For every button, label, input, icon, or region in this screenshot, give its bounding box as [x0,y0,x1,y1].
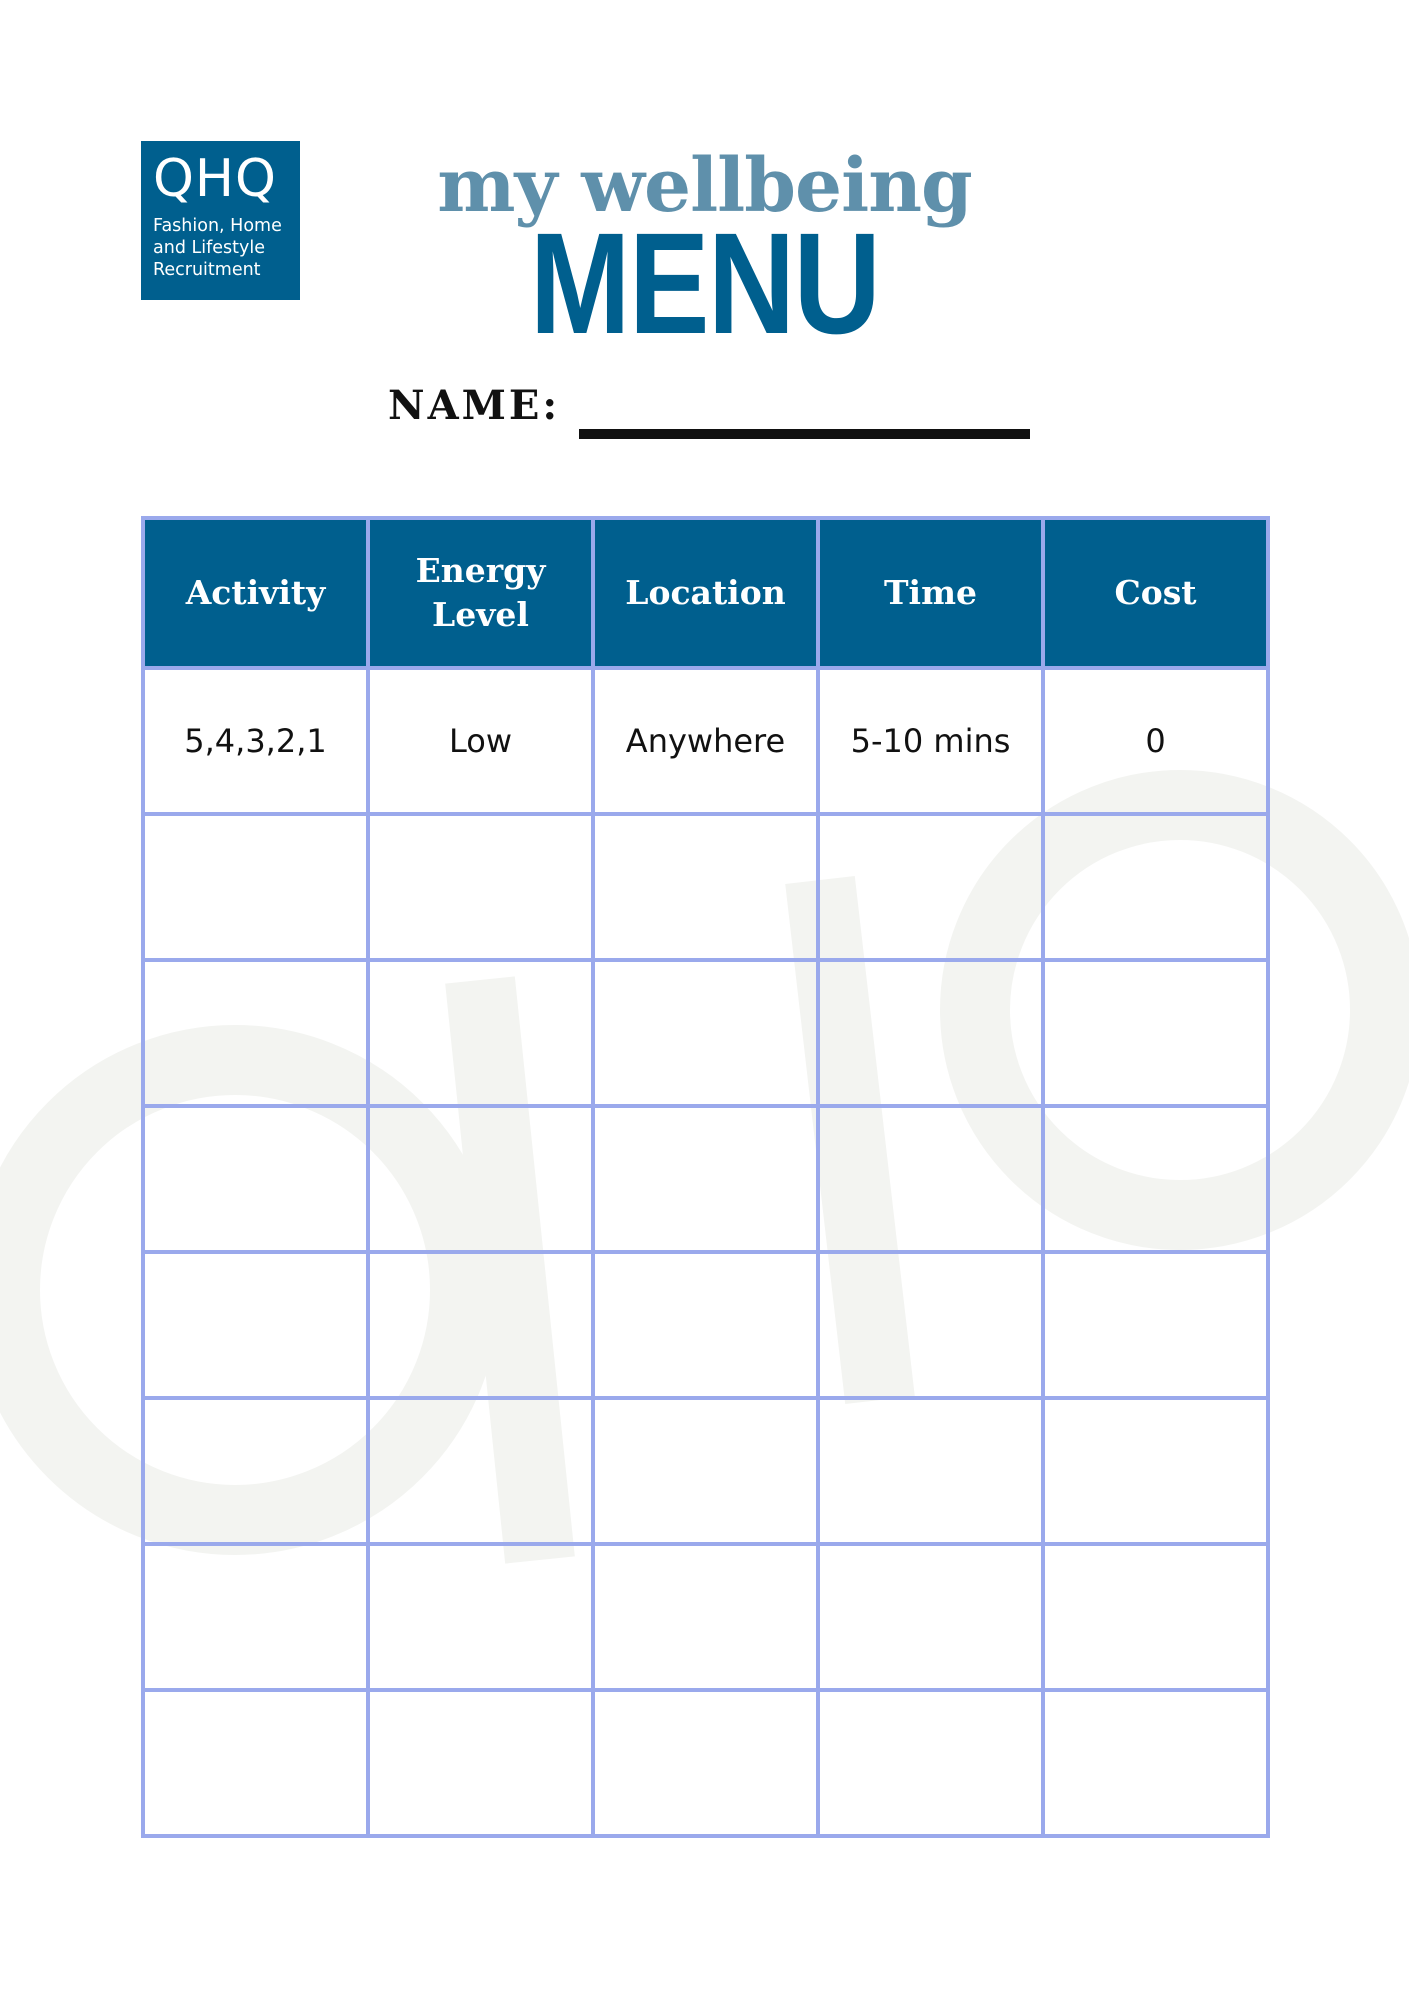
cell-activity[interactable] [143,1398,368,1544]
cell-time[interactable] [818,1398,1043,1544]
cell-activity[interactable] [143,1690,368,1836]
cell-time[interactable] [818,1252,1043,1398]
title-menu: MENU [529,203,880,364]
header-energy-level: Energy Level [368,518,593,668]
cell-cost[interactable] [1043,1106,1268,1252]
table-row [143,668,1268,814]
cell-time[interactable] [818,1690,1043,1836]
header-cost: Cost [1043,518,1268,668]
cell-time[interactable]: 5-10 mins [818,668,1043,814]
cell-time[interactable] [818,1106,1043,1252]
cell-activity[interactable] [143,960,368,1106]
logo-mark: QHQ [153,149,277,209]
title-my-wellbeing: my wellbeing [437,143,972,229]
cell-energy-level[interactable] [368,960,593,1106]
cell-location[interactable] [593,1398,818,1544]
table-row [143,1690,1268,1836]
cell-activity[interactable] [143,1106,368,1252]
cell-time[interactable] [818,960,1043,1106]
cell-location[interactable] [593,1690,818,1836]
cell-cost[interactable] [1043,1252,1268,1398]
cell-activity[interactable] [143,1544,368,1690]
cell-energy-level[interactable] [368,1106,593,1252]
cell-energy-level[interactable] [368,1690,593,1836]
table-row [143,1252,1268,1398]
header-location: Location [593,518,818,668]
cell-cost[interactable]: 0 [1043,668,1268,814]
cell-energy-level[interactable] [368,814,593,960]
cell-cost[interactable] [1043,1544,1268,1690]
cell-time[interactable] [818,814,1043,960]
cell-energy-level[interactable]: Low [368,668,593,814]
wellbeing-menu-table [141,516,1270,1838]
cell-location[interactable] [593,814,818,960]
header-time: Time [818,518,1043,668]
cell-time[interactable] [818,1544,1043,1690]
name-field-line[interactable] [579,429,1030,439]
cell-energy-level[interactable] [368,1544,593,1690]
cell-location[interactable] [593,1106,818,1252]
cell-location[interactable]: Anywhere [593,668,818,814]
name-label: NAME: [388,382,561,429]
cell-activity[interactable] [143,814,368,960]
cell-cost[interactable] [1043,1398,1268,1544]
cell-energy-level[interactable] [368,1252,593,1398]
cell-activity[interactable]: 5,4,3,2,1 [143,668,368,814]
table-row [143,1544,1268,1690]
header-activity: Activity [143,518,368,668]
logo-tagline: Fashion, Home and Lifestyle Recruitment [153,216,282,280]
cell-location[interactable] [593,960,818,1106]
cell-location[interactable] [593,1252,818,1398]
table-row [143,814,1268,960]
cell-activity[interactable] [143,1252,368,1398]
cell-cost[interactable] [1043,1690,1268,1836]
cell-energy-level[interactable] [368,1398,593,1544]
table-row [143,960,1268,1106]
table-header-row [143,518,1268,668]
table-row [143,1106,1268,1252]
cell-cost[interactable] [1043,960,1268,1106]
cell-location[interactable] [593,1544,818,1690]
cell-cost[interactable] [1043,814,1268,960]
table-row [143,1398,1268,1544]
